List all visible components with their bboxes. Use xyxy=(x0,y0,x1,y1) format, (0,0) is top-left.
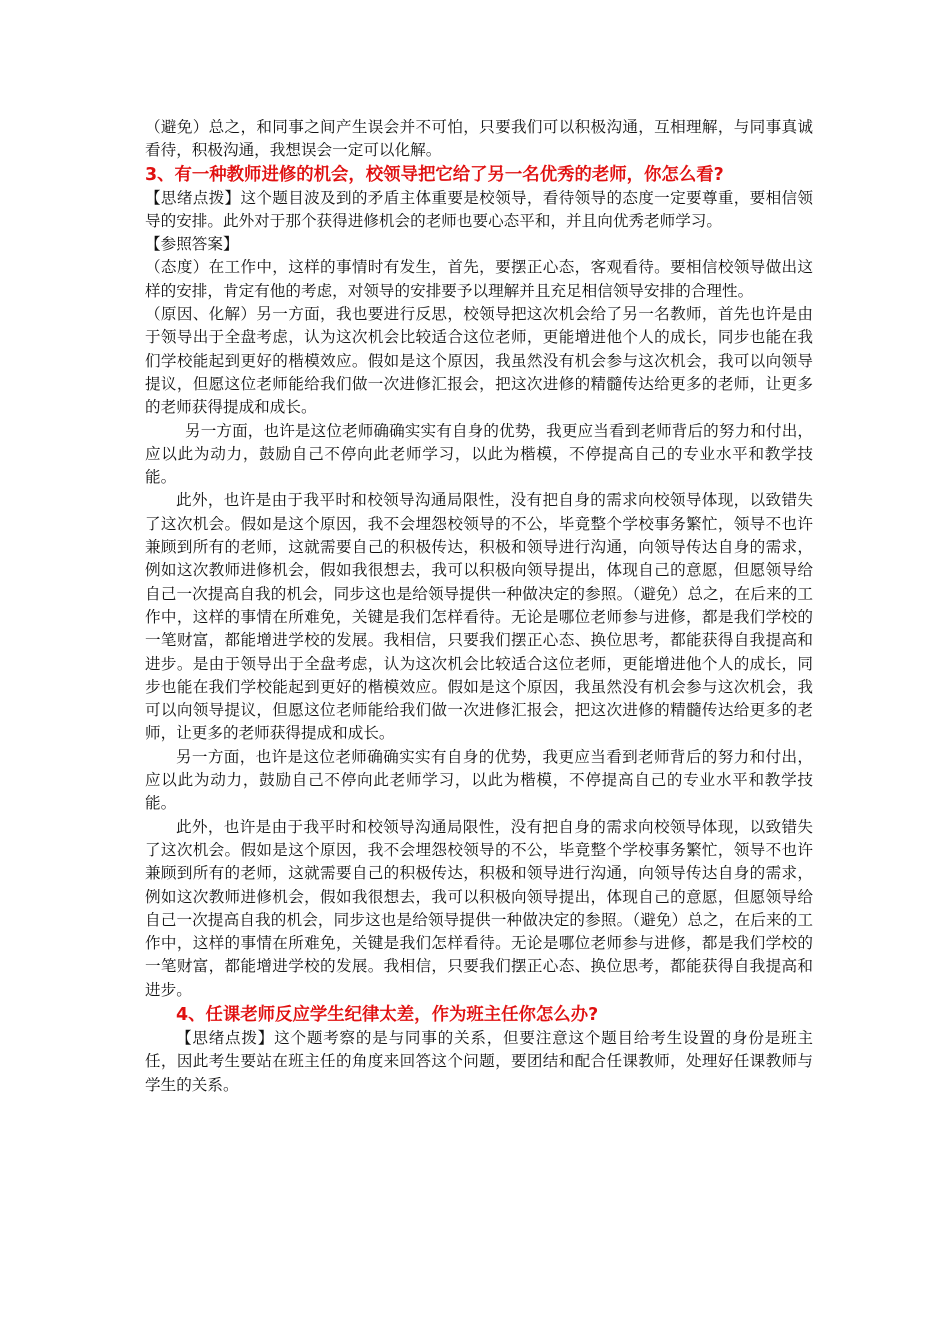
question-3-hint: 【思绪点拨】这个题目波及到的矛盾主体重要是校领导，看待领导的态度一定要尊重，要相信领导的安排。此外对于那个获得进修机会的老师也要心态平和，并且向优秀老师学习。 xyxy=(145,188,813,230)
reference-answer-label: 【参照答案】 xyxy=(145,235,239,254)
question-3-heading: 3、有一种教师进修的机会，校领导把它给了另一名优秀的老师，你怎么看? xyxy=(145,164,724,185)
paragraph-other-hand-1: 另一方面，也许是这位老师确确实实有自身的优势，我更应当看到老师背后的努力和付出，应以此为动力，鼓励自己不停向此老师学习，以此为楷模，不停提高自己的专业水平和教学技能。 xyxy=(145,421,813,487)
paragraph-attitude: （态度）在工作中，这样的事情时有发生，首先，要摆正心态，客观看待。要相信校领导做出这样的安排，肯定有他的考虑，对领导的安排要予以理解并且充足相信领导安排的合理性。 xyxy=(145,258,813,300)
paragraph-besides-2: 此外，也许是由于我平时和校领导沟通局限性，没有把自身的需求向校领导体现，以致错失了这次机会。假如是这个原因，我不会埋怨校领导的不公，毕竟整个学校事务繁忙，领导不也许兼顾到所有的老师，这就需要自己的积极传达，积极和领导进行沟通，向领导传达自身的需求，例如这次教师进修机会，假如我很想去，我可以积极向领导提出，体现自己的意愿，但愿领导给自己一次提高自我的机会，同步这也是给领导提供一种做决定的参照。（避免）总之，在后来的工作中，这样的事情在所难免，关键是我们怎样看待。无论是哪位老师参与进修，都是我们学校的一笔财富，都能增进学校的发展。我相信，只要我们摆正心态、换位思考，都能获得自我提高和进步。 xyxy=(145,817,813,999)
question-4-heading: 4、任课老师反应学生纪律太差，作为班主任你怎么办? xyxy=(176,1004,599,1025)
paragraph-avoid-summary: （避免）总之，和同事之间产生误会并不可怕，只要我们可以积极沟通，互相理解，与同事真诚看待，积极沟通，我想误会一定可以化解。 xyxy=(145,118,813,160)
paragraph-other-hand-2: 另一方面，也许是这位老师确确实实有自身的优势，我更应当看到老师背后的努力和付出，应以此为动力，鼓励自己不停向此老师学习，以此为楷模，不停提高自己的专业水平和教学技能。 xyxy=(145,747,813,813)
document-body xyxy=(145,116,813,1097)
question-4-hint: 【思绪点拨】这个题考察的是与同事的关系，但要注意这个题目给考生设置的身份是班主任，因此考生要站在班主任的角度来回答这个问题，要团结和配合任课教师，处理好任课教师与学生的关系。 xyxy=(145,1028,813,1094)
paragraph-besides-1: 此外，也许是由于我平时和校领导沟通局限性，没有把自身的需求向校领导体现，以致错失了这次机会。假如是这个原因，我不会埋怨校领导的不公，毕竟整个学校事务繁忙，领导不也许兼顾到所有的老师，这就需要自己的积极传达，积极和领导进行沟通，向领导传达自身的需求，例如这次教师进修机会，假如我很想去，我可以积极向领导提出，体现自己的意愿，但愿领导给自己一次提高自我的机会，同步这也是给领导提供一种做决定的参照。（避免）总之，在后来的工作中，这样的事情在所难免，关键是我们怎样看待。无论是哪位老师参与进修，都是我们学校的一笔财富，都能增进学校的发展。我相信，只要我们摆正心态、换位思考，都能获得自我提高和进步。是由于领导出于全盘考虑，认为这次机会比较适合这位老师，更能增进他个人的成长，同步也能在我们学校能起到更好的楷模效应。假如是这个原因，我虽然没有机会参与这次机会，我可以向领导提议，但愿这位老师能给我们做一次进修汇报会，把这次进修的精髓传达给更多的老师，让更多的老师获得提成和成长。 xyxy=(145,491,813,743)
paragraph-reason: （原因、化解）另一方面，我也要进行反思，校领导把这次机会给了另一名教师，首先也许是由于领导出于全盘考虑，认为这次机会比较适合这位老师，更能增进他个人的成长，同步也能在我们学校能起到更好的楷模效应。假如是这个原因，我虽然没有机会参与这次机会，我可以向领导提议，但愿这位老师能给我们做一次进修汇报会，把这次进修的精髓传达给更多的老师，让更多的老师获得提成和成长。 xyxy=(145,305,813,417)
